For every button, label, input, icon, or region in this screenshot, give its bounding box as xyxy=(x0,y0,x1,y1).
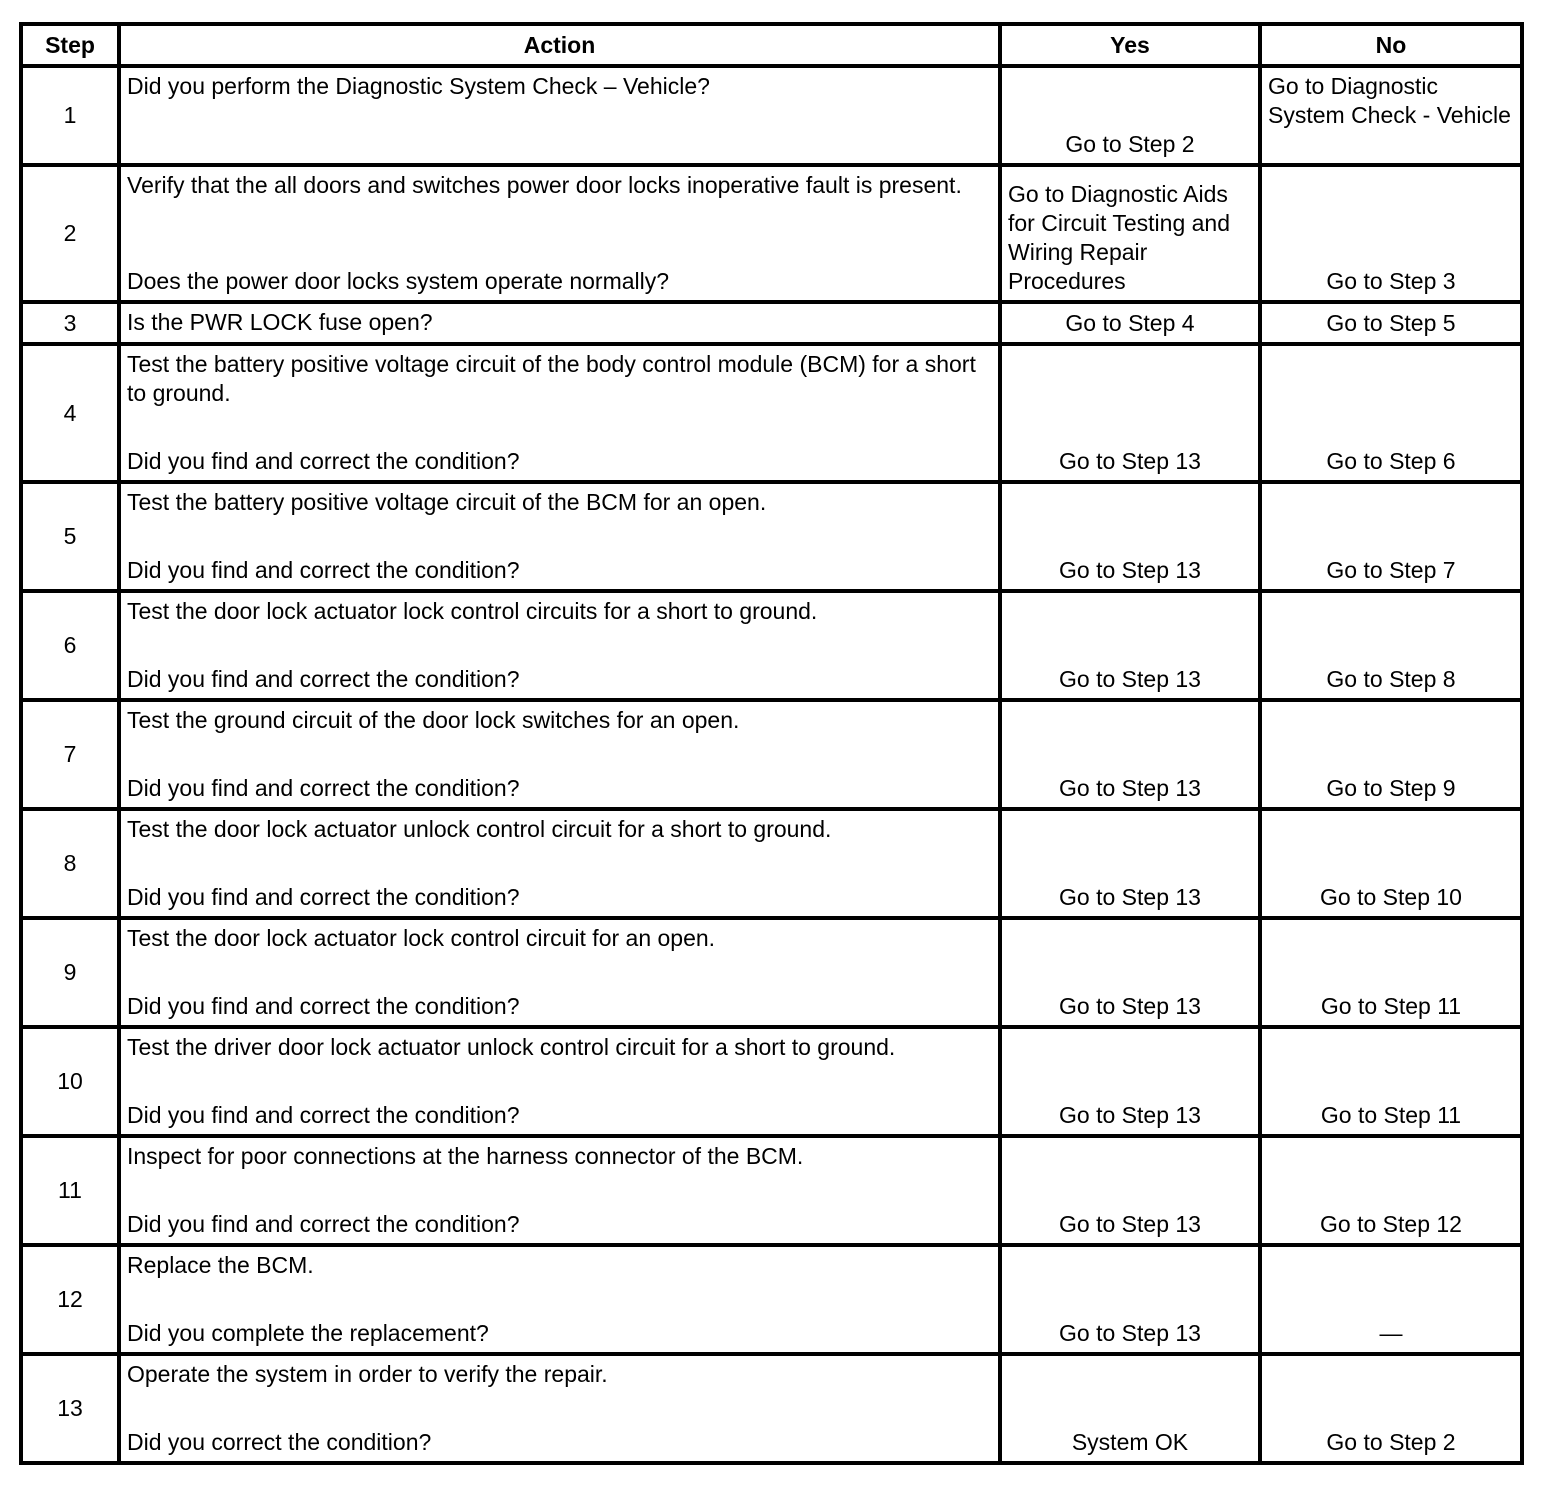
action-question: Did you correct the condition? xyxy=(127,1429,432,1455)
header-no: No xyxy=(1260,24,1522,66)
action-text: Test the battery positive voltage circuit of the BCM for an open. xyxy=(127,489,767,515)
step-number: 10 xyxy=(21,1027,119,1136)
action-cell xyxy=(119,809,1000,918)
step-number: 2 xyxy=(21,165,119,302)
yes-cell: Go to Step 13 xyxy=(1000,918,1260,1027)
action-text: Operate the system in order to verify the repair. xyxy=(127,1361,608,1387)
header-action: Action xyxy=(119,24,1000,66)
action-text: Test the battery positive voltage circuit of the body control module (BCM) for a short to ground. xyxy=(127,351,976,406)
table-row xyxy=(21,482,1522,591)
step-number: 5 xyxy=(21,482,119,591)
no-cell: Go to Step 2 xyxy=(1260,1354,1522,1463)
yes-cell: Go to Diagnostic Aids for Circuit Testing and Wiring Repair Procedures xyxy=(1000,165,1260,302)
header-step: Step xyxy=(21,24,119,66)
yes-cell: Go to Step 2 xyxy=(1000,66,1260,165)
action-text: Verify that the all doors and switches power door locks inoperative fault is present. xyxy=(127,172,962,198)
table-row xyxy=(21,165,1522,302)
no-cell: Go to Step 10 xyxy=(1260,809,1522,918)
yes-cell: Go to Step 13 xyxy=(1000,700,1260,809)
action-question: Did you find and correct the condition? xyxy=(127,993,520,1019)
table-row xyxy=(21,344,1522,482)
step-number: 6 xyxy=(21,591,119,700)
table-row xyxy=(21,809,1522,918)
action-question: Did you find and correct the condition? xyxy=(127,448,520,474)
step-number: 11 xyxy=(21,1136,119,1245)
yes-cell: Go to Step 13 xyxy=(1000,591,1260,700)
no-cell: Go to Step 5 xyxy=(1260,302,1522,344)
action-question: Did you find and correct the condition? xyxy=(127,884,520,910)
yes-cell: System OK xyxy=(1000,1354,1260,1463)
action-text: Test the door lock actuator lock control circuits for a short to ground. xyxy=(127,598,818,624)
table-row xyxy=(21,1136,1522,1245)
action-cell xyxy=(119,591,1000,700)
yes-cell: Go to Step 13 xyxy=(1000,1245,1260,1354)
diagnostic-table xyxy=(19,22,1524,1465)
action-question: Did you complete the replacement? xyxy=(127,1320,489,1346)
action-question: Did you find and correct the condition? xyxy=(127,775,520,801)
action-text: Replace the BCM. xyxy=(127,1252,314,1278)
header-yes: Yes xyxy=(1000,24,1260,66)
action-cell xyxy=(119,1136,1000,1245)
action-cell xyxy=(119,165,1000,302)
step-number: 9 xyxy=(21,918,119,1027)
no-cell: Go to Step 9 xyxy=(1260,700,1522,809)
step-number: 13 xyxy=(21,1354,119,1463)
step-number: 8 xyxy=(21,809,119,918)
action-cell xyxy=(119,1354,1000,1463)
no-cell: Go to Step 11 xyxy=(1260,1027,1522,1136)
table-row xyxy=(21,302,1522,344)
yes-cell: Go to Step 4 xyxy=(1000,302,1260,344)
action-text: Test the driver door lock actuator unlock control circuit for a short to ground. xyxy=(127,1034,896,1060)
yes-cell: Go to Step 13 xyxy=(1000,809,1260,918)
step-number: 3 xyxy=(21,302,119,344)
yes-cell: Go to Step 13 xyxy=(1000,1027,1260,1136)
table-row xyxy=(21,1245,1522,1354)
step-number: 7 xyxy=(21,700,119,809)
action-cell xyxy=(119,918,1000,1027)
action-text: Inspect for poor connections at the harness connector of the BCM. xyxy=(127,1143,804,1169)
yes-cell: Go to Step 13 xyxy=(1000,1136,1260,1245)
no-cell: — xyxy=(1260,1245,1522,1354)
no-cell: Go to Step 8 xyxy=(1260,591,1522,700)
action-cell xyxy=(119,302,1000,344)
step-number: 1 xyxy=(21,66,119,165)
action-cell xyxy=(119,1245,1000,1354)
table-row xyxy=(21,591,1522,700)
action-text: Test the door lock actuator unlock control circuit for a short to ground. xyxy=(127,816,832,842)
action-question: Did you find and correct the condition? xyxy=(127,1102,520,1128)
step-number: 12 xyxy=(21,1245,119,1354)
action-question: Does the power door locks system operate normally? xyxy=(127,268,670,294)
action-question: Did you find and correct the condition? xyxy=(127,1211,520,1237)
no-cell: Go to Step 3 xyxy=(1260,165,1522,302)
table-row xyxy=(21,66,1522,165)
action-cell xyxy=(119,482,1000,591)
no-cell: Go to Step 12 xyxy=(1260,1136,1522,1245)
action-text: Is the PWR LOCK fuse open? xyxy=(127,309,433,335)
table-row xyxy=(21,1354,1522,1463)
header-row xyxy=(21,24,1522,66)
table-row xyxy=(21,1027,1522,1136)
action-text: Test the ground circuit of the door lock switches for an open. xyxy=(127,707,740,733)
action-text: Did you perform the Diagnostic System Check – Vehicle? xyxy=(127,73,710,99)
table-row xyxy=(21,700,1522,809)
no-cell: Go to Step 7 xyxy=(1260,482,1522,591)
action-cell xyxy=(119,1027,1000,1136)
action-cell xyxy=(119,700,1000,809)
table-row xyxy=(21,918,1522,1027)
no-cell: Go to Step 11 xyxy=(1260,918,1522,1027)
action-question: Did you find and correct the condition? xyxy=(127,557,520,583)
step-number: 4 xyxy=(21,344,119,482)
action-question: Did you find and correct the condition? xyxy=(127,666,520,692)
action-text: Test the door lock actuator lock control circuit for an open. xyxy=(127,925,716,951)
no-cell: Go to Step 6 xyxy=(1260,344,1522,482)
yes-cell: Go to Step 13 xyxy=(1000,482,1260,591)
yes-cell: Go to Step 13 xyxy=(1000,344,1260,482)
no-cell: Go to Diagnostic System Check - Vehicle xyxy=(1260,66,1522,165)
action-cell xyxy=(119,66,1000,165)
action-cell xyxy=(119,344,1000,482)
